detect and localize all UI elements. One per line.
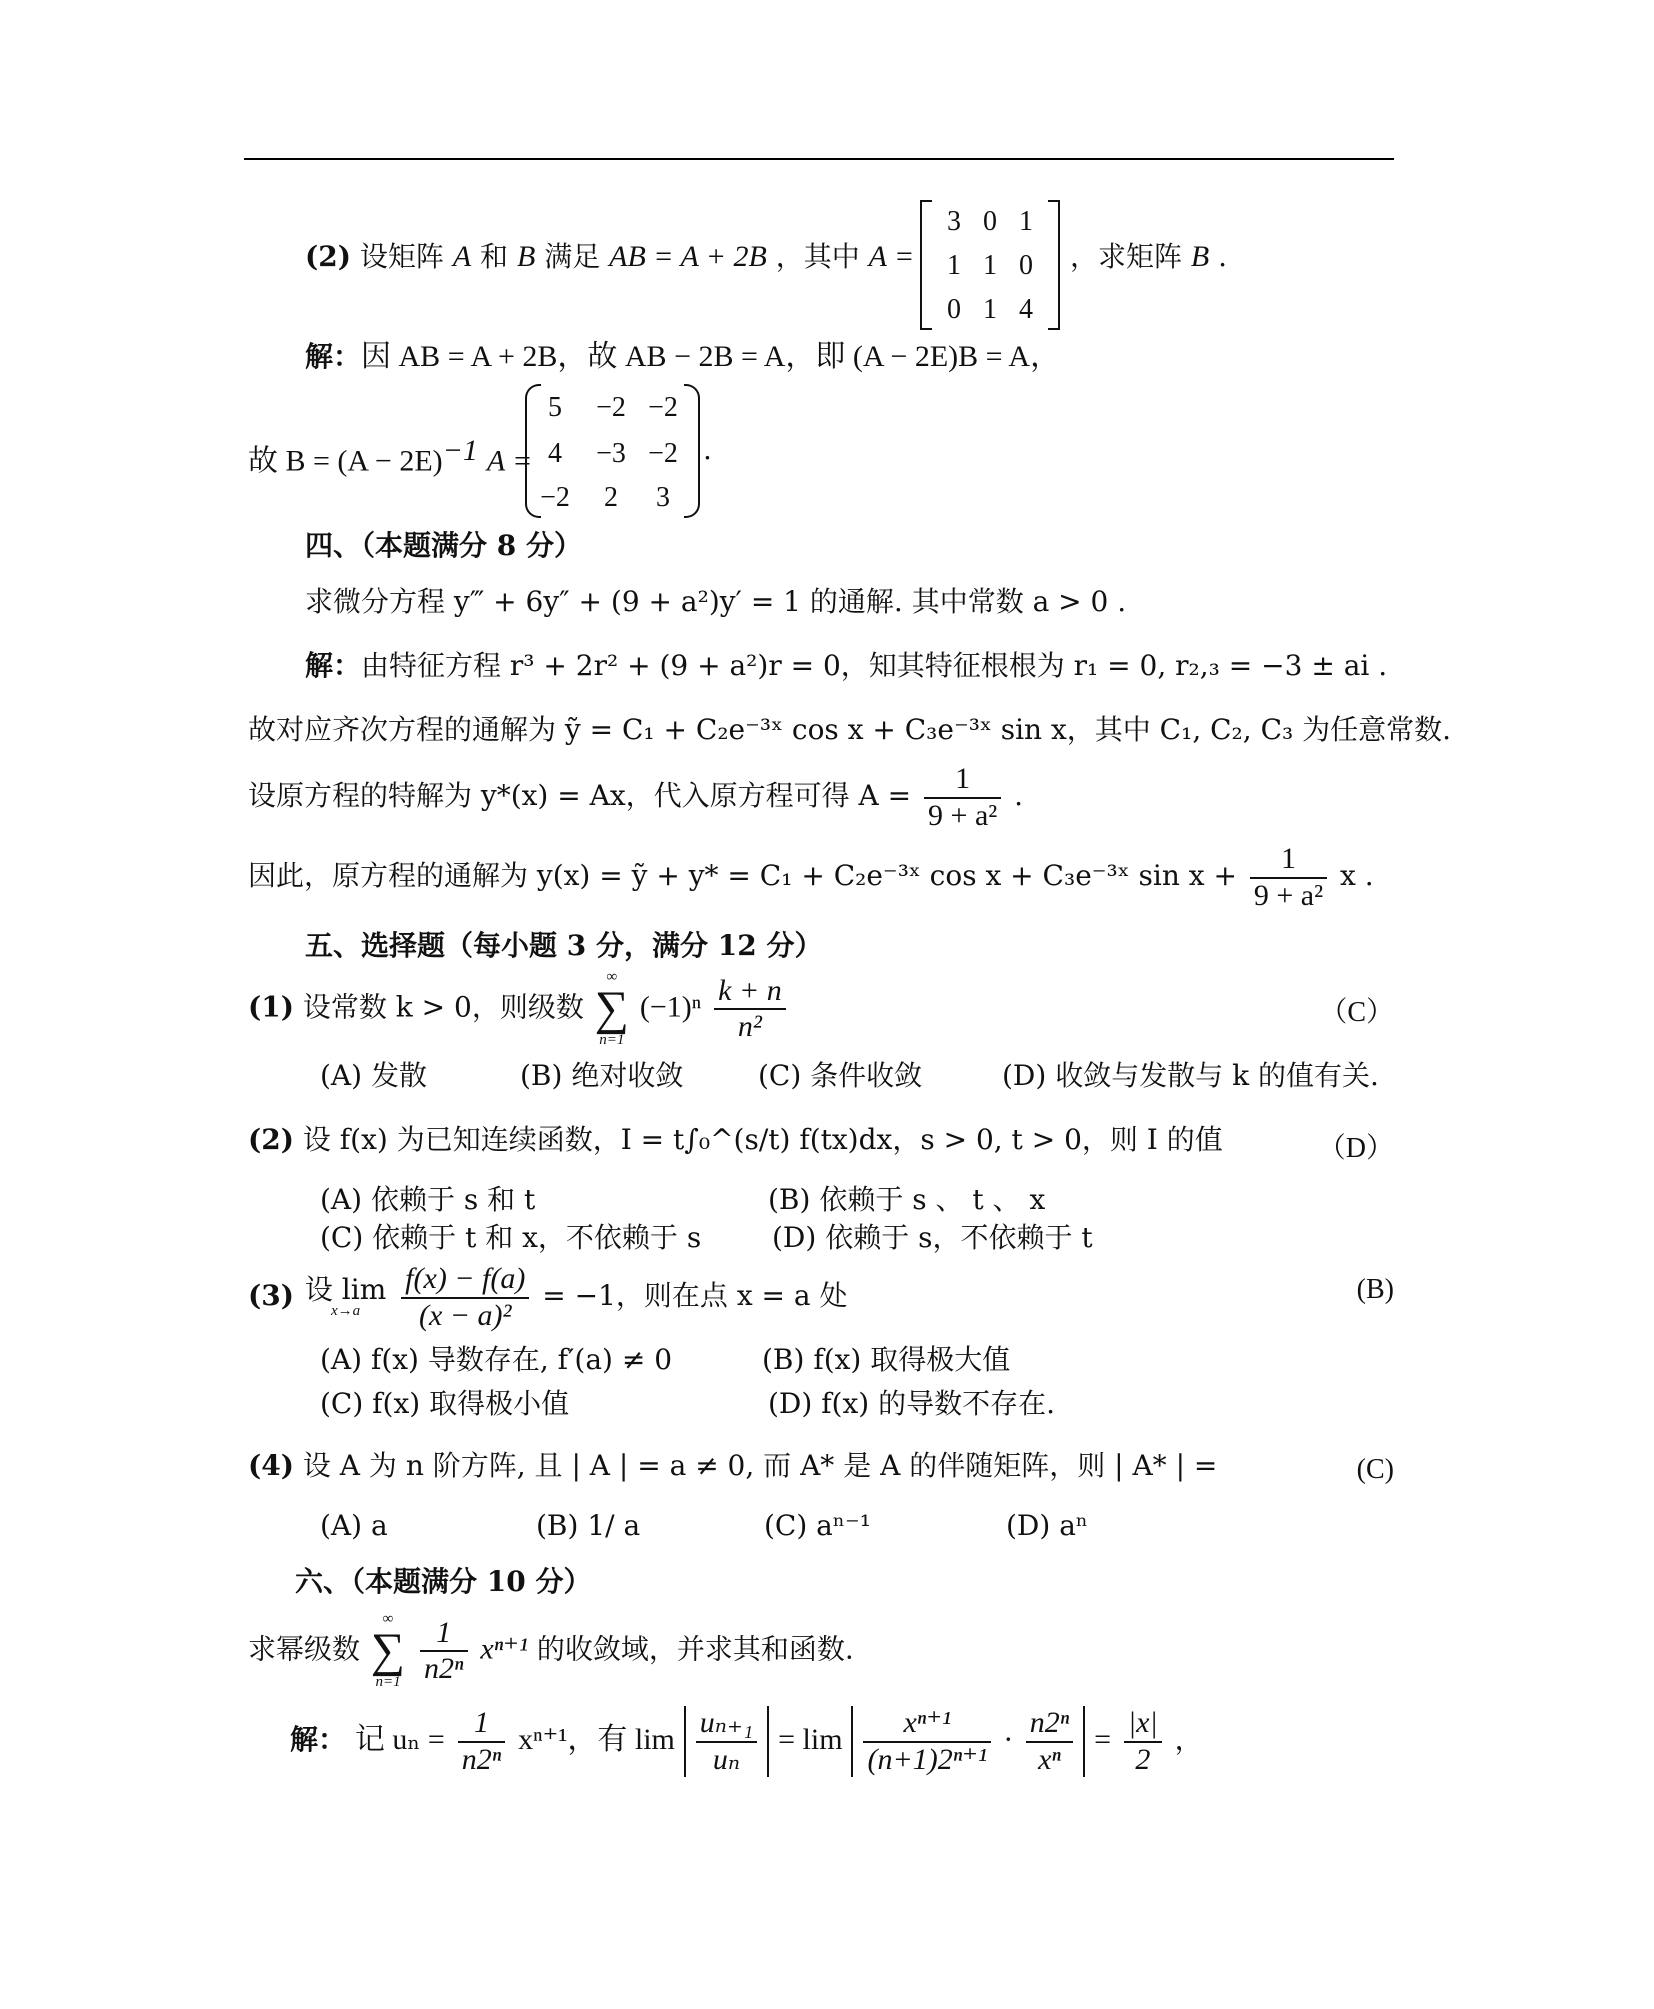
q3-2-solution-text-1: 因 AB = A + 2B，故 AB − 2B = A，即 (A − 2E)B = A， <box>361 340 1061 373</box>
q5-item-1-sum <box>595 970 629 1048</box>
q3-2-solution-text-2: 故 B = (A − 2E) <box>248 444 443 478</box>
q5-item-1-option-a: (A) 发散 <box>320 1059 427 1092</box>
fraction-denominator: xⁿ <box>1038 1742 1061 1776</box>
q6-solution-fraction <box>458 1706 505 1777</box>
q5-item-4-answer: (C) <box>1356 1454 1394 1485</box>
matrix-a-cell: 1 <box>1019 206 1033 237</box>
q3-2-solution-end: A = <box>486 444 533 478</box>
q5-heading: 五、选择题（每小题 3 分，满分 12 分） <box>305 929 823 962</box>
q3-2-text-d: ，其中 <box>775 240 860 273</box>
q6-expanded-fraction-b <box>1026 1706 1073 1777</box>
q3-2-label: (2) <box>305 240 351 273</box>
fraction-denominator: 9 + a² <box>1253 878 1324 912</box>
header-rule <box>244 158 1394 160</box>
matrix-a-cell: 1 <box>983 250 997 281</box>
q3-2-solution-line-2 <box>248 436 532 476</box>
matrix-b-cell: 2 <box>604 482 618 513</box>
matrix-b <box>525 384 700 520</box>
q5-item-1-option-d: (D) 收敛与发散与 k 的值有关. <box>1002 1059 1379 1092</box>
q4-solution-text-4-end: x . <box>1340 859 1374 892</box>
q6-solution <box>290 1706 1203 1777</box>
matrix-b-cell: −2 <box>596 392 626 423</box>
q6-solution-label: 解： <box>290 1723 347 1756</box>
q5-item-2-stem <box>248 1123 1223 1156</box>
q5-item-1-answer: （C） <box>1319 997 1394 1028</box>
fraction-numerator: n2ⁿ <box>1026 1706 1073 1743</box>
q3-2-a-eq: A = <box>868 240 915 273</box>
matrix-b-cell: 3 <box>656 482 670 513</box>
fraction-denominator: (x − a)² <box>419 1298 512 1332</box>
q6-solution-text-a: 记 uₙ = <box>354 1723 445 1756</box>
fraction-numerator: f(x) − f(a) <box>401 1262 529 1299</box>
q5-item-4-option-b: (B) 1/ a <box>536 1509 641 1542</box>
q3-2-solution-period: . <box>703 433 712 466</box>
sigma-icon: ∑ <box>370 1624 406 1677</box>
q6-problem-text-b: 的收敛域，并求其和函数. <box>536 1632 854 1666</box>
q4-solution-line-2: 故对应齐次方程的通解为 ỹ = C₁ + C₂e⁻³ˣ cos x + C₃e⁻³ˣ sin x，其中 C₁, C₂, C₃ 为任意常数. <box>248 713 1452 746</box>
q6-solution-comma: ， <box>1174 1723 1203 1756</box>
q5-item-1-option-b: (B) 绝对收敛 <box>520 1059 684 1092</box>
q5-item-2-answer: （D） <box>1317 1133 1394 1164</box>
q6-power-term: xⁿ⁺¹ <box>480 1632 528 1666</box>
q6-problem-text-a: 求幂级数 <box>248 1632 361 1666</box>
matrix-b-cell: 4 <box>548 438 562 469</box>
q5-item-4-text: 设 A 为 n 阶方阵, 且 | A | = a ≠ 0, 而 A* 是 A 的伴随矩阵，则 | A* | = <box>302 1449 1218 1482</box>
q6-solution-text-c: = lim <box>778 1723 843 1756</box>
q5-item-1-label: (1) <box>248 990 294 1024</box>
matrix-b-cell: −2 <box>648 438 678 469</box>
q5-item-4-option-a: (A) a <box>320 1509 388 1542</box>
q3-2-text-a: 设矩阵 <box>359 240 444 273</box>
q5-item-2-option-a: (A) 依赖于 s 和 t <box>320 1183 536 1216</box>
fraction-numerator: 1 <box>420 1616 467 1653</box>
matrix-b-cell: −3 <box>596 438 626 469</box>
q6-fraction <box>420 1616 467 1687</box>
fraction-denominator: 2 <box>1135 1742 1151 1776</box>
q5-item-4-label: (4) <box>248 1449 294 1482</box>
q5-item-1-stem <box>248 970 790 1048</box>
matrix-a <box>920 200 1060 330</box>
q4-solution-text-4: 因此，原方程的通解为 y(x) = ỹ + y* = C₁ + C₂e⁻³ˣ cos x + C₃e⁻³ˣ sin x + <box>248 859 1237 892</box>
fraction-numerator: 1 <box>1250 842 1327 879</box>
limit-operator: 设 lim <box>304 1273 387 1306</box>
matrix-a-cell: 1 <box>983 294 997 325</box>
fraction-numerator: |x| <box>1124 1706 1162 1743</box>
q5-item-1-fraction <box>714 974 786 1045</box>
q5-item-3-option-b: (B) f(x) 取得极大值 <box>762 1343 1011 1376</box>
q5-item-2-option-b: (B) 依赖于 s 、 t 、 x <box>768 1183 1046 1216</box>
q6-expanded-fraction-a <box>863 1706 991 1777</box>
limit-subscript: x→a <box>330 1303 361 1319</box>
q6-solution-text-b: xⁿ⁺¹，有 lim <box>518 1723 675 1756</box>
q4-heading: 四、（本题满分 8 分） <box>305 529 582 562</box>
fraction-denominator: n² <box>737 1010 762 1043</box>
q3-2-text-e: ，求矩阵 <box>1070 240 1183 273</box>
fraction-numerator: k + n <box>714 974 786 1011</box>
q4-particular-fraction <box>924 762 1001 833</box>
q3-2-solution-label: 解： <box>305 340 362 373</box>
q6-solution-text-d: = <box>1094 1723 1111 1756</box>
q5-item-4-stem <box>248 1449 1218 1482</box>
q5-item-1-sign: (−1)ⁿ <box>639 990 702 1024</box>
q5-item-4-option-d: (D) aⁿ <box>1006 1509 1089 1542</box>
q5-item-1-text: 设常数 k > 0，则级数 <box>302 990 584 1024</box>
sum-lower-limit: n=1 <box>375 1674 401 1690</box>
q3-2-text-c: 满足 <box>544 240 601 273</box>
q3-2-ask: ，求矩阵 B . <box>1070 240 1228 273</box>
q6-result-fraction <box>1124 1706 1162 1777</box>
q4-solution-text-3: 设原方程的特解为 y*(x) = Ax，代入原方程可得 A = <box>248 779 912 812</box>
q5-item-3-stem <box>248 1262 847 1333</box>
q3-2-solution-inverse: −1 <box>442 434 478 467</box>
q4-solution-line-1 <box>305 649 1388 682</box>
fraction-denominator: (n+1)2ⁿ⁺¹ <box>867 1742 987 1776</box>
fraction-denominator: n2ⁿ <box>461 1742 502 1776</box>
q5-item-3-option-a: (A) f(x) 导数存在, f′(a) ≠ 0 <box>320 1343 673 1376</box>
fraction-denominator: uₙ <box>712 1742 741 1776</box>
q5-item-3-limit <box>304 1273 387 1319</box>
q3-2-statement: (2) 设矩阵 A 和 B 满足 AB = A + 2B ，其中 A = <box>305 240 915 273</box>
q5-item-4-option-c: (C) aⁿ⁻¹ <box>764 1509 871 1542</box>
matrix-a-cell: 0 <box>983 206 997 237</box>
q6-ratio-fraction <box>696 1706 757 1777</box>
q5-item-3-option-d: (D) f(x) 的导数不存在. <box>768 1387 1056 1420</box>
q5-item-3-option-c: (C) f(x) 取得极小值 <box>320 1387 570 1420</box>
q3-2-text-f: . <box>1218 240 1228 273</box>
matrix-b-cell: −2 <box>540 482 570 513</box>
q6-problem <box>248 1612 854 1690</box>
q5-item-3-label: (3) <box>248 1279 294 1312</box>
matrix-a-cell: 4 <box>1019 294 1033 325</box>
q4-solution-line-3 <box>248 762 1023 833</box>
q4-solution-line-4 <box>248 842 1374 913</box>
q3-2-solution-line-1 <box>305 342 1060 372</box>
matrix-a-cell: 1 <box>947 250 961 281</box>
matrix-a-cell: 0 <box>1019 250 1033 281</box>
fraction-denominator: 9 + a² <box>928 798 998 832</box>
q6-ratio-abs <box>684 1706 769 1777</box>
q5-item-3-fraction <box>401 1262 529 1333</box>
q4-problem: 求微分方程 y‴ + 6y″ + (9 + a²)y′ = 1 的通解. 其中常数 a > 0 . <box>305 585 1127 618</box>
q5-item-1-option-c: (C) 条件收敛 <box>758 1059 923 1092</box>
q5-item-3-text: = −1，则在点 x = a 处 <box>542 1279 848 1312</box>
fraction-numerator: uₙ₊₁ <box>696 1706 757 1743</box>
sum-upper-limit: ∞ <box>382 1611 394 1627</box>
multiply-dot: · <box>1003 1723 1013 1756</box>
q4-solution-text-1: 由特征方程 r³ + 2r² + (9 + a²)r = 0，知其特征根根为 r₁ = 0, r₂,₃ = −3 ± ai . <box>361 649 1388 682</box>
q4-solution-label: 解： <box>305 649 362 682</box>
q6-sum <box>371 1612 405 1690</box>
matrix-a-cell: 3 <box>947 206 961 237</box>
fraction-numerator: xⁿ⁺¹ <box>863 1706 991 1743</box>
q5-item-2-text: 设 f(x) 为已知连续函数，I = t∫₀^(s/t) f(tx)dx，s > 0, t > 0，则 I 的值 <box>302 1123 1223 1156</box>
matrix-a-cell: 0 <box>947 294 961 325</box>
q6-heading: 六、（本题满分 10 分） <box>295 1565 592 1598</box>
fraction-denominator: n2ⁿ <box>424 1652 464 1685</box>
q5-item-2-label: (2) <box>248 1123 294 1156</box>
q4-solution-text-3-end: . <box>1014 779 1024 812</box>
matrix-b-cell: 5 <box>548 392 562 423</box>
q3-2-text-b: 和 <box>480 240 509 273</box>
matrix-b-cell: −2 <box>648 392 678 423</box>
q6-expanded-abs <box>851 1706 1085 1777</box>
q3-2-equation: AB = A + 2B <box>609 240 767 273</box>
fraction-numerator: 1 <box>924 762 1001 799</box>
q5-item-2-option-d: (D) 依赖于 s，不依赖于 t <box>772 1221 1093 1254</box>
q4-general-fraction <box>1250 842 1327 913</box>
sum-upper-limit: ∞ <box>606 969 618 985</box>
fraction-numerator: 1 <box>458 1706 505 1743</box>
q5-item-2-option-c: (C) 依赖于 t 和 x，不依赖于 s <box>320 1221 702 1254</box>
sum-lower-limit: n=1 <box>599 1032 625 1048</box>
q5-item-3-answer: (B) <box>1356 1274 1394 1305</box>
sigma-icon: ∑ <box>594 982 629 1035</box>
